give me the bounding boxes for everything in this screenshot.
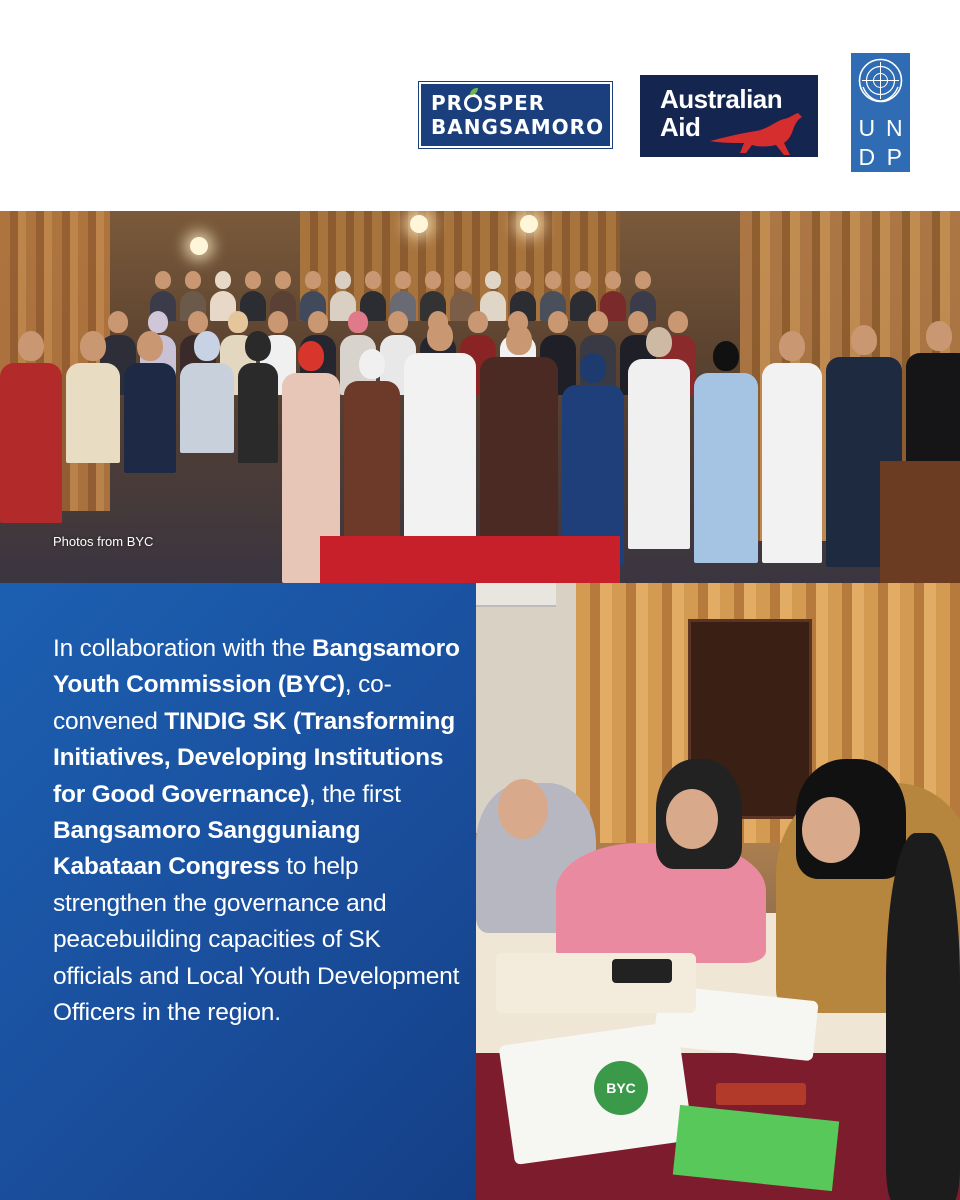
- description-segment: In collaboration with the: [53, 635, 313, 662]
- undp-letter-n: N: [885, 115, 903, 141]
- smartphone: [612, 959, 672, 983]
- photo-podium: [880, 461, 960, 583]
- workshop-photo: [476, 583, 960, 1200]
- group-photo: [0, 211, 960, 583]
- prosper-logo-line2: BANGSAMORO: [431, 115, 605, 139]
- description-text: [53, 631, 463, 1031]
- description-panel: [0, 583, 476, 1200]
- byc-logo-icon: BYC: [594, 1061, 648, 1115]
- australian-aid-logo: [640, 75, 818, 157]
- description-segment-bold: Bangsamoro Youth Commission (BYC): [53, 635, 460, 699]
- person: [628, 327, 690, 583]
- australian-aid-line1: Australian: [660, 84, 783, 114]
- ceiling-light: [410, 215, 428, 233]
- description-segment-bold: Bangsamoro Sangguniang Kabataan Congress: [53, 817, 361, 881]
- undp-letters: [854, 115, 907, 169]
- person: [762, 331, 822, 583]
- person: [180, 331, 234, 583]
- photo-credit-caption: Photos from BYC: [53, 534, 154, 549]
- description-segment: , co-convened: [53, 671, 392, 735]
- photo-aircon: [476, 583, 556, 607]
- participant: [886, 833, 960, 1200]
- australian-aid-line2: Aid: [660, 112, 701, 142]
- ceiling-light: [190, 237, 208, 255]
- prosper-logo-text-b: SPER: [483, 91, 546, 115]
- participant-face: [498, 779, 548, 839]
- leaf-o-icon: [464, 94, 482, 112]
- prosper-logo-text-a: PR: [431, 91, 464, 115]
- kangaroo-icon: [706, 111, 820, 159]
- description-segment: to help strengthen the governance and peacebuilding capacities of SK officials and Local Youth Development Officers in the region.: [53, 853, 460, 1027]
- prosper-logo-line1: [431, 91, 610, 115]
- ceiling-light: [520, 215, 538, 233]
- un-emblem-icon: [857, 57, 904, 104]
- person: [694, 341, 758, 583]
- undp-letter-u: U: [858, 115, 876, 141]
- smartphone: [716, 1083, 806, 1105]
- prosper-bangsamoro-logo: [419, 82, 612, 148]
- undp-letter-d: D: [858, 144, 876, 170]
- participant-face: [666, 789, 718, 849]
- person: [238, 331, 278, 583]
- undp-letter-p: P: [886, 144, 902, 170]
- participant-face: [802, 797, 860, 863]
- photo-red-carpet: [320, 536, 620, 583]
- undp-logo: [851, 53, 910, 172]
- description-segment-bold: TINDIG SK (Transforming Initiatives, Developing Institutions for Good Governance): [53, 707, 456, 808]
- description-segment: , the first: [309, 780, 401, 808]
